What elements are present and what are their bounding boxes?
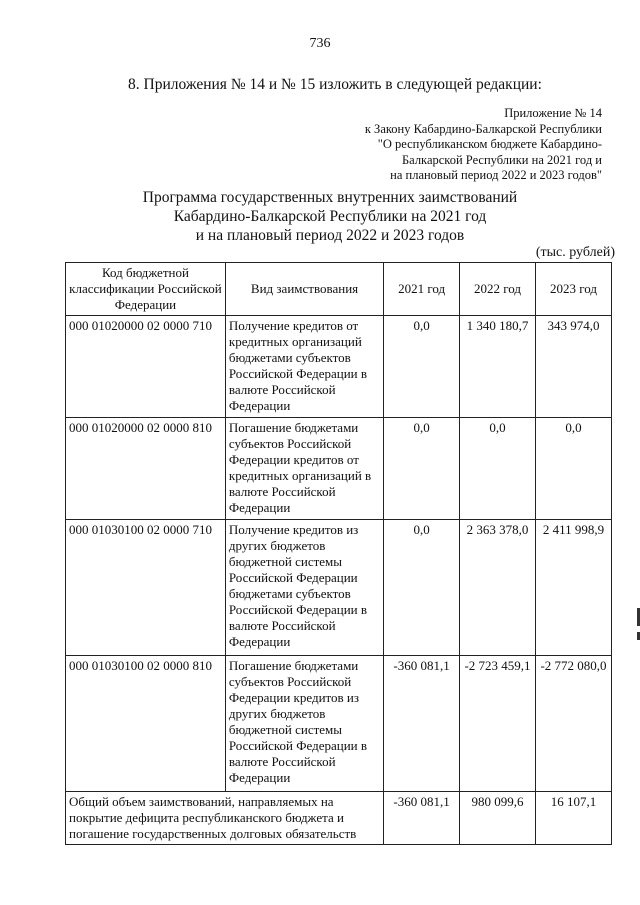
header-kind: Вид заимствования bbox=[225, 263, 383, 316]
total-label: Общий объем заимствований, направляемых на покрытие дефицита республиканского бюджета и погашение государственных долговых обязательств bbox=[66, 792, 384, 845]
section-heading: 8. Приложения № 14 и № 15 изложить в следующей редакции: bbox=[128, 76, 542, 93]
appendix-line: Приложение № 14 bbox=[504, 106, 602, 120]
header-code: Код бюджетной классификации Российской Федерации bbox=[66, 263, 226, 316]
total-value-2023: 16 107,1 bbox=[536, 792, 612, 845]
row-value-2021: -360 081,1 bbox=[384, 656, 460, 792]
document-title bbox=[80, 188, 580, 245]
row-value-2022: 0,0 bbox=[460, 418, 536, 520]
row-value-2022: 1 340 180,7 bbox=[460, 316, 536, 418]
appendix-line: Балкарской Республики на 2021 год и bbox=[401, 152, 602, 167]
row-value-2022: -2 723 459,1 bbox=[460, 656, 536, 792]
row-code: 000 01030100 02 0000 810 bbox=[66, 656, 226, 792]
header-2021: 2021 год bbox=[384, 263, 460, 316]
table-row bbox=[66, 520, 612, 656]
total-value-2021: -360 081,1 bbox=[384, 792, 460, 845]
total-value-2022: 980 099,6 bbox=[460, 792, 536, 845]
appendix-line: "О республиканском бюджете Кабардино- bbox=[377, 137, 602, 151]
row-value-2022: 2 363 378,0 bbox=[460, 520, 536, 656]
row-value-2023: 0,0 bbox=[536, 418, 612, 520]
header-2023: 2023 год bbox=[536, 263, 612, 316]
table-header-row bbox=[66, 263, 612, 316]
units-label: (тыс. рублей) bbox=[535, 245, 615, 260]
title-line: Кабардино-Балкарской Республики на 2021 год bbox=[173, 208, 487, 225]
row-value-2023: 2 411 998,9 bbox=[536, 520, 612, 656]
row-kind: Погашение бюджетами субъектов Российской Федерации кредитов из других бюджетов бюджетной системы Российской Федерации в валюте Российской Федерации bbox=[225, 656, 383, 792]
row-value-2023: -2 772 080,0 bbox=[536, 656, 612, 792]
row-value-2023: 343 974,0 bbox=[536, 316, 612, 418]
table-total-row bbox=[66, 792, 612, 845]
table-row bbox=[66, 418, 612, 520]
row-value-2021: 0,0 bbox=[384, 316, 460, 418]
table-row bbox=[66, 656, 612, 792]
row-value-2021: 0,0 bbox=[384, 418, 460, 520]
row-kind: Получение кредитов из других бюджетов бюджетной системы Российской Федерации бюджетами субъектов Российской Федерации в валюте Российской Федерации bbox=[225, 520, 383, 656]
row-code: 000 01030100 02 0000 710 bbox=[66, 520, 226, 656]
row-code: 000 01020000 02 0000 810 bbox=[66, 418, 226, 520]
table-row bbox=[66, 316, 612, 418]
title-line: и на плановый период 2022 и 2023 годов bbox=[195, 227, 465, 244]
borrowing-program-table bbox=[65, 262, 612, 845]
row-code: 000 01020000 02 0000 710 bbox=[66, 316, 226, 418]
title-line: Программа государственных внутренних заимствований bbox=[142, 189, 518, 206]
page-number: 736 bbox=[309, 36, 331, 51]
row-value-2021: 0,0 bbox=[384, 520, 460, 656]
appendix-caption bbox=[340, 106, 602, 184]
appendix-line: к Закону Кабардино-Балкарской Республики bbox=[364, 121, 602, 136]
row-kind: Погашение бюджетами субъектов Российской Федерации кредитов от кредитных организаций в валюте Российской Федерации bbox=[225, 418, 383, 520]
row-kind: Получение кредитов от кредитных организаций бюджетами субъектов Российской Федерации в валюте Российской Федерации bbox=[225, 316, 383, 418]
header-2022: 2022 год bbox=[460, 263, 536, 316]
appendix-line: на плановый период 2022 и 2023 годов" bbox=[390, 168, 602, 182]
